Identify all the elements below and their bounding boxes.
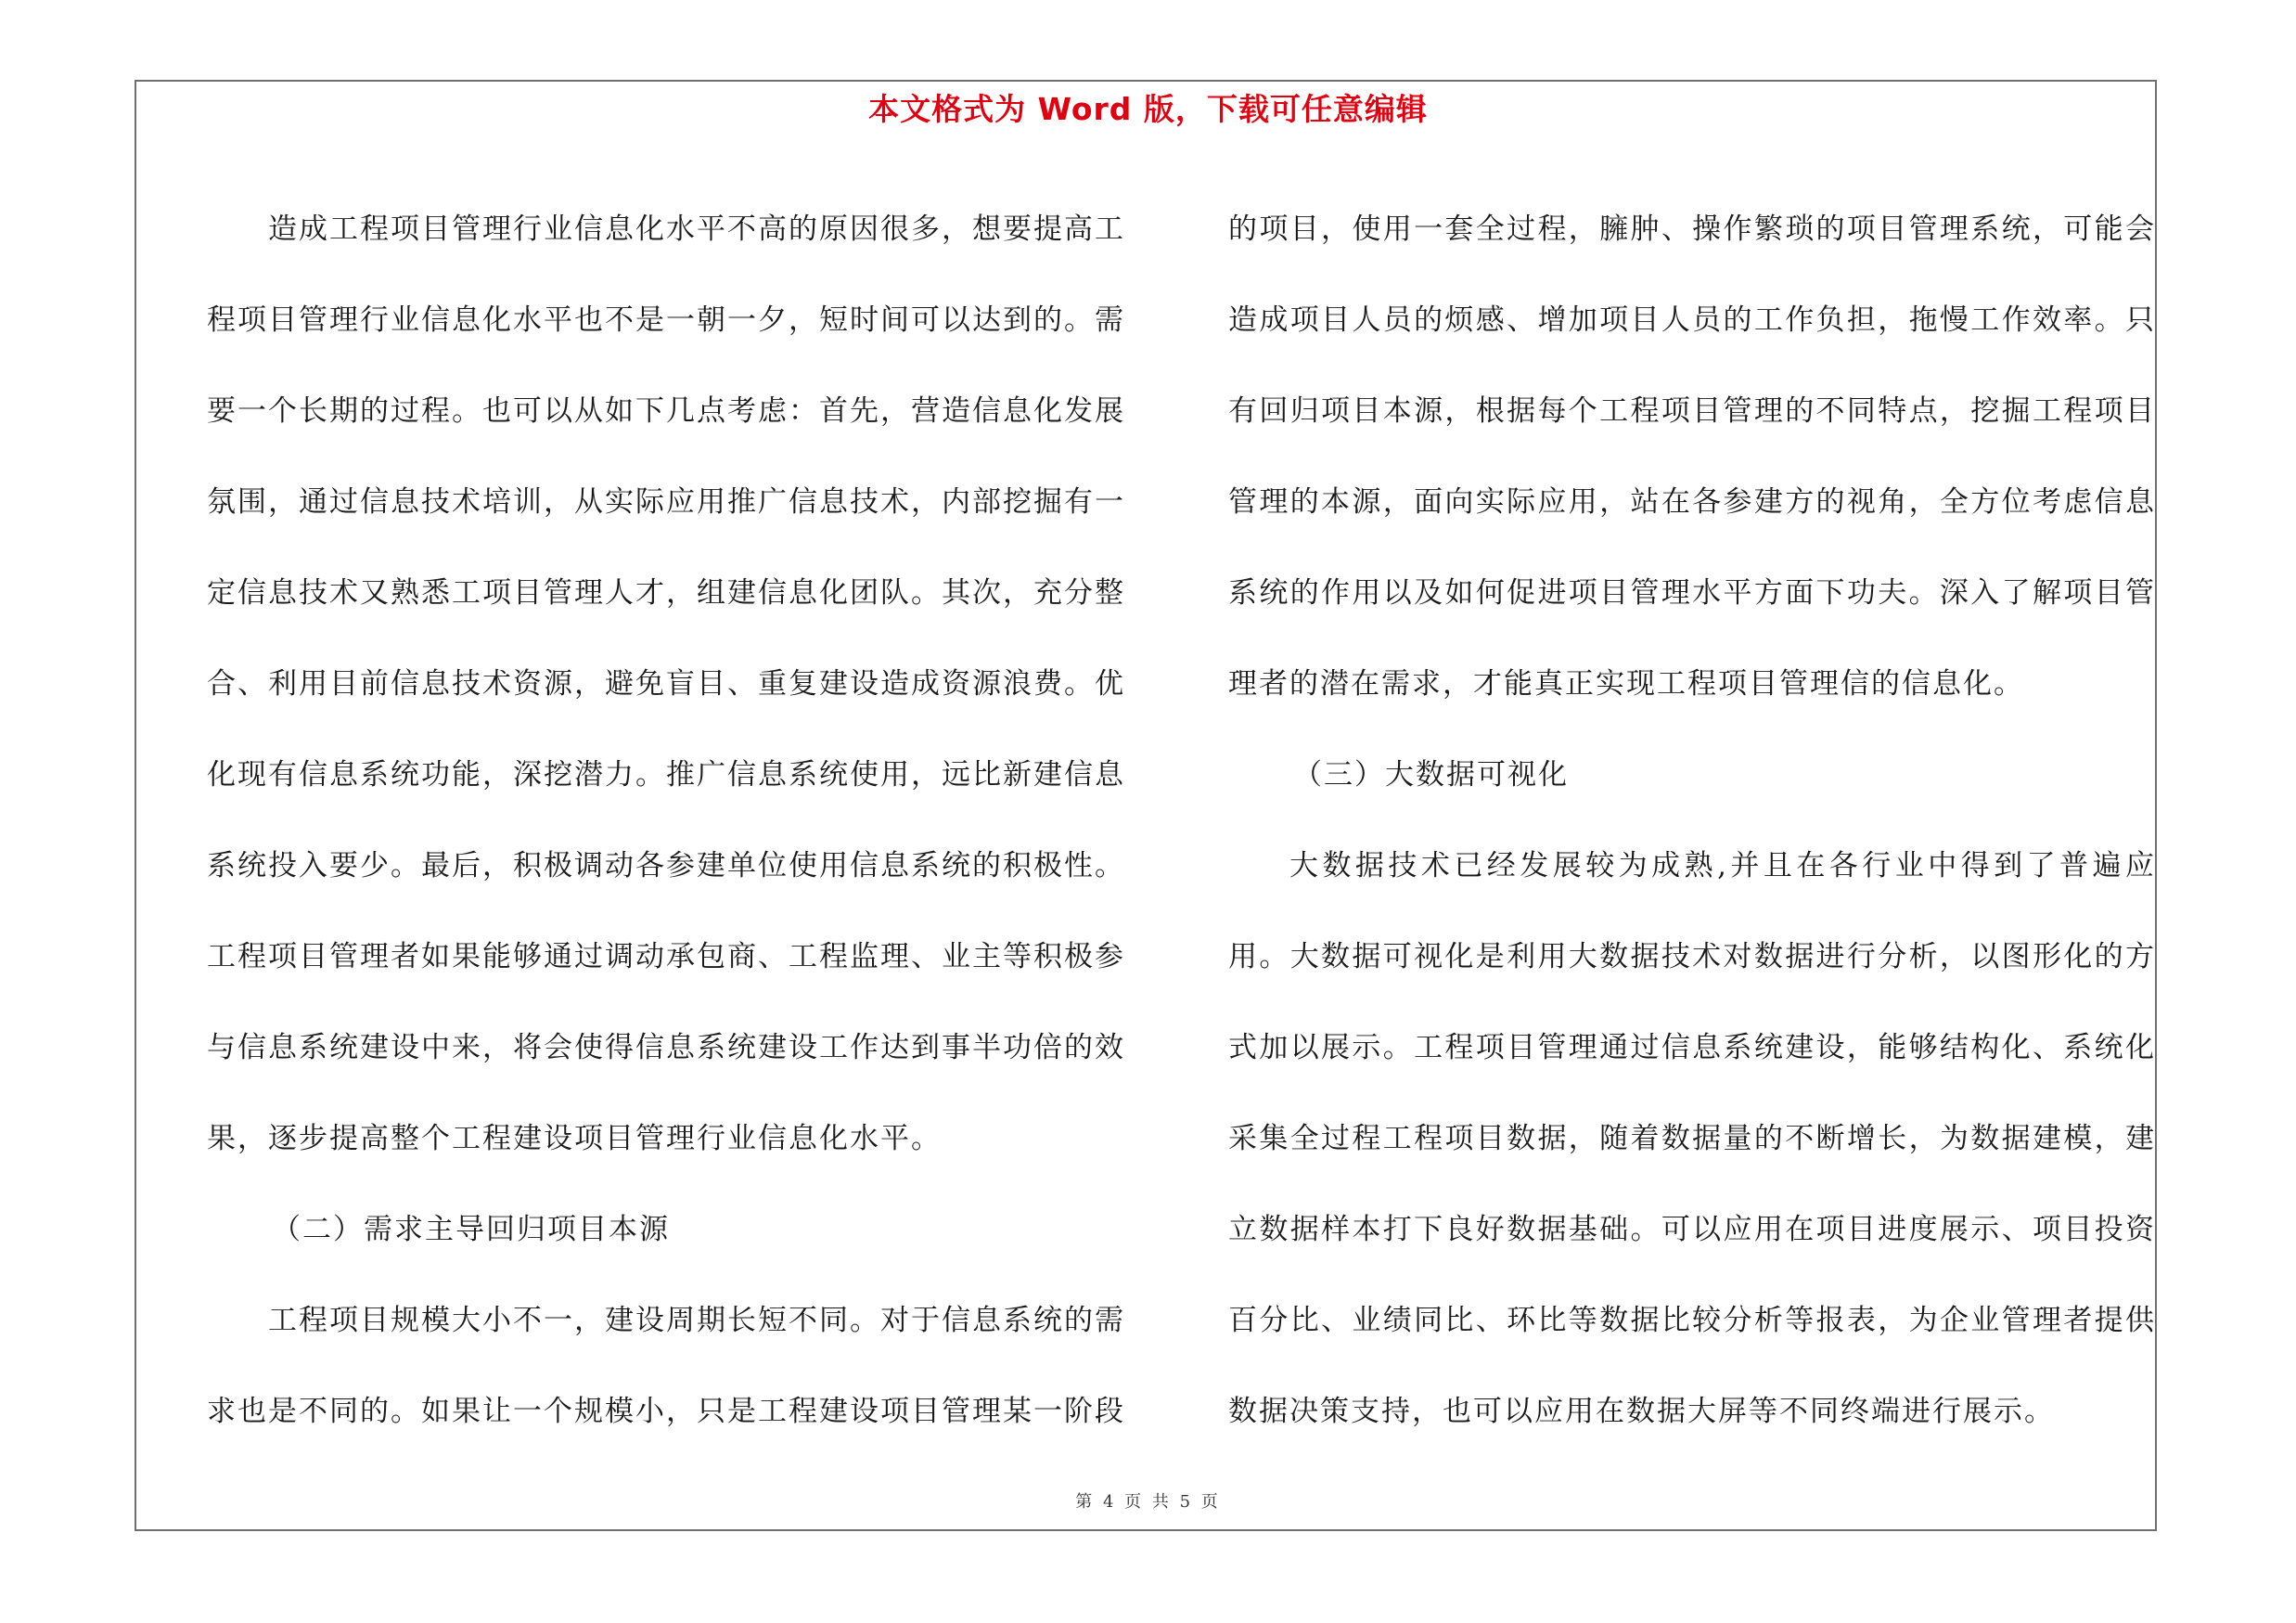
paragraph-big-data: 大数据技术已经发展较为成熟,并且在各行业中得到了普遍应用。大数据可视化是利用大数据技术对数据进行分析，以图形化的方式加以展示。工程项目管理通过信息系统建设，能够结构化、系统化采集全过程工程项目数据，随着数据量的不断增长，为数据建模，建立数据样本打下良好数据基础。可以应用在项目进度展示、项目投资百分比、业绩同比、环比等数据比较分析等报表，为企业管理者提供数据决策支持，也可以应用在数据大屏等不同终端进行展示。: [1228, 849, 2156, 1428]
paragraph-project-source-continued: 的项目，使用一套全过程，臃肿、操作繁琐的项目管理系统，可能会造成项目人员的烦感、增加项目人员的工作负担，拖慢工作效率。只有回归项目本源，根据每个工程项目管理的不同特点，挖掘工程项目管理的本源，面向实际应用，站在各参建方的视角，全方位考虑信息系统的作用以及如何促进项目管理水平方面下功夫。深入了解项目管理者的潜在需求，才能真正实现工程项目管理信的信息化。: [1228, 213, 2156, 701]
left-column: [207, 184, 1125, 1457]
editable-notice-banner: 本文格式为 Word 版，下载可任意编辑: [868, 91, 1428, 127]
section-heading-demand-driven: （二）需求主导回归项目本源: [272, 1213, 670, 1246]
paragraph-project-scale: 工程项目规模大小不一，建设周期长短不同。对于信息系统的需求也是不同的。如果让一个规模小，只是工程建设项目管理某一阶段: [207, 1304, 1125, 1428]
page-number: 第 4 页 共 5 页: [1075, 1492, 1221, 1512]
paragraph-informatization-measures: 造成工程项目管理行业信息化水平不高的原因很多，想要提高工程项目管理行业信息化水平也不是一朝一夕，短时间可以达到的。需要一个长期的过程。也可以从如下几点考虑：首先，营造信息化发展氛围，通过信息技术培训，从实际应用推广信息技术，内部挖掘有一定信息技术又熟悉工项目管理人才，组建信息化团队。其次，充分整合、利用目前信息技术资源，避免盲目、重复建设造成资源浪费。优化现有信息系统功能，深挖潜力。推广信息系统使用，远比新建信息系统投入要少。最后，积极调动各参建单位使用信息系统的积极性。工程项目管理者如果能够通过调动承包商、工程监理、业主等积极参与信息系统建设中来，将会使得信息系统建设工作达到事半功倍的效果，逐步提高整个工程建设项目管理行业信息化水平。: [207, 213, 1125, 1155]
right-column: [1228, 184, 2156, 1457]
section-heading-big-data-visualization: （三）大数据可视化: [1293, 758, 1569, 792]
